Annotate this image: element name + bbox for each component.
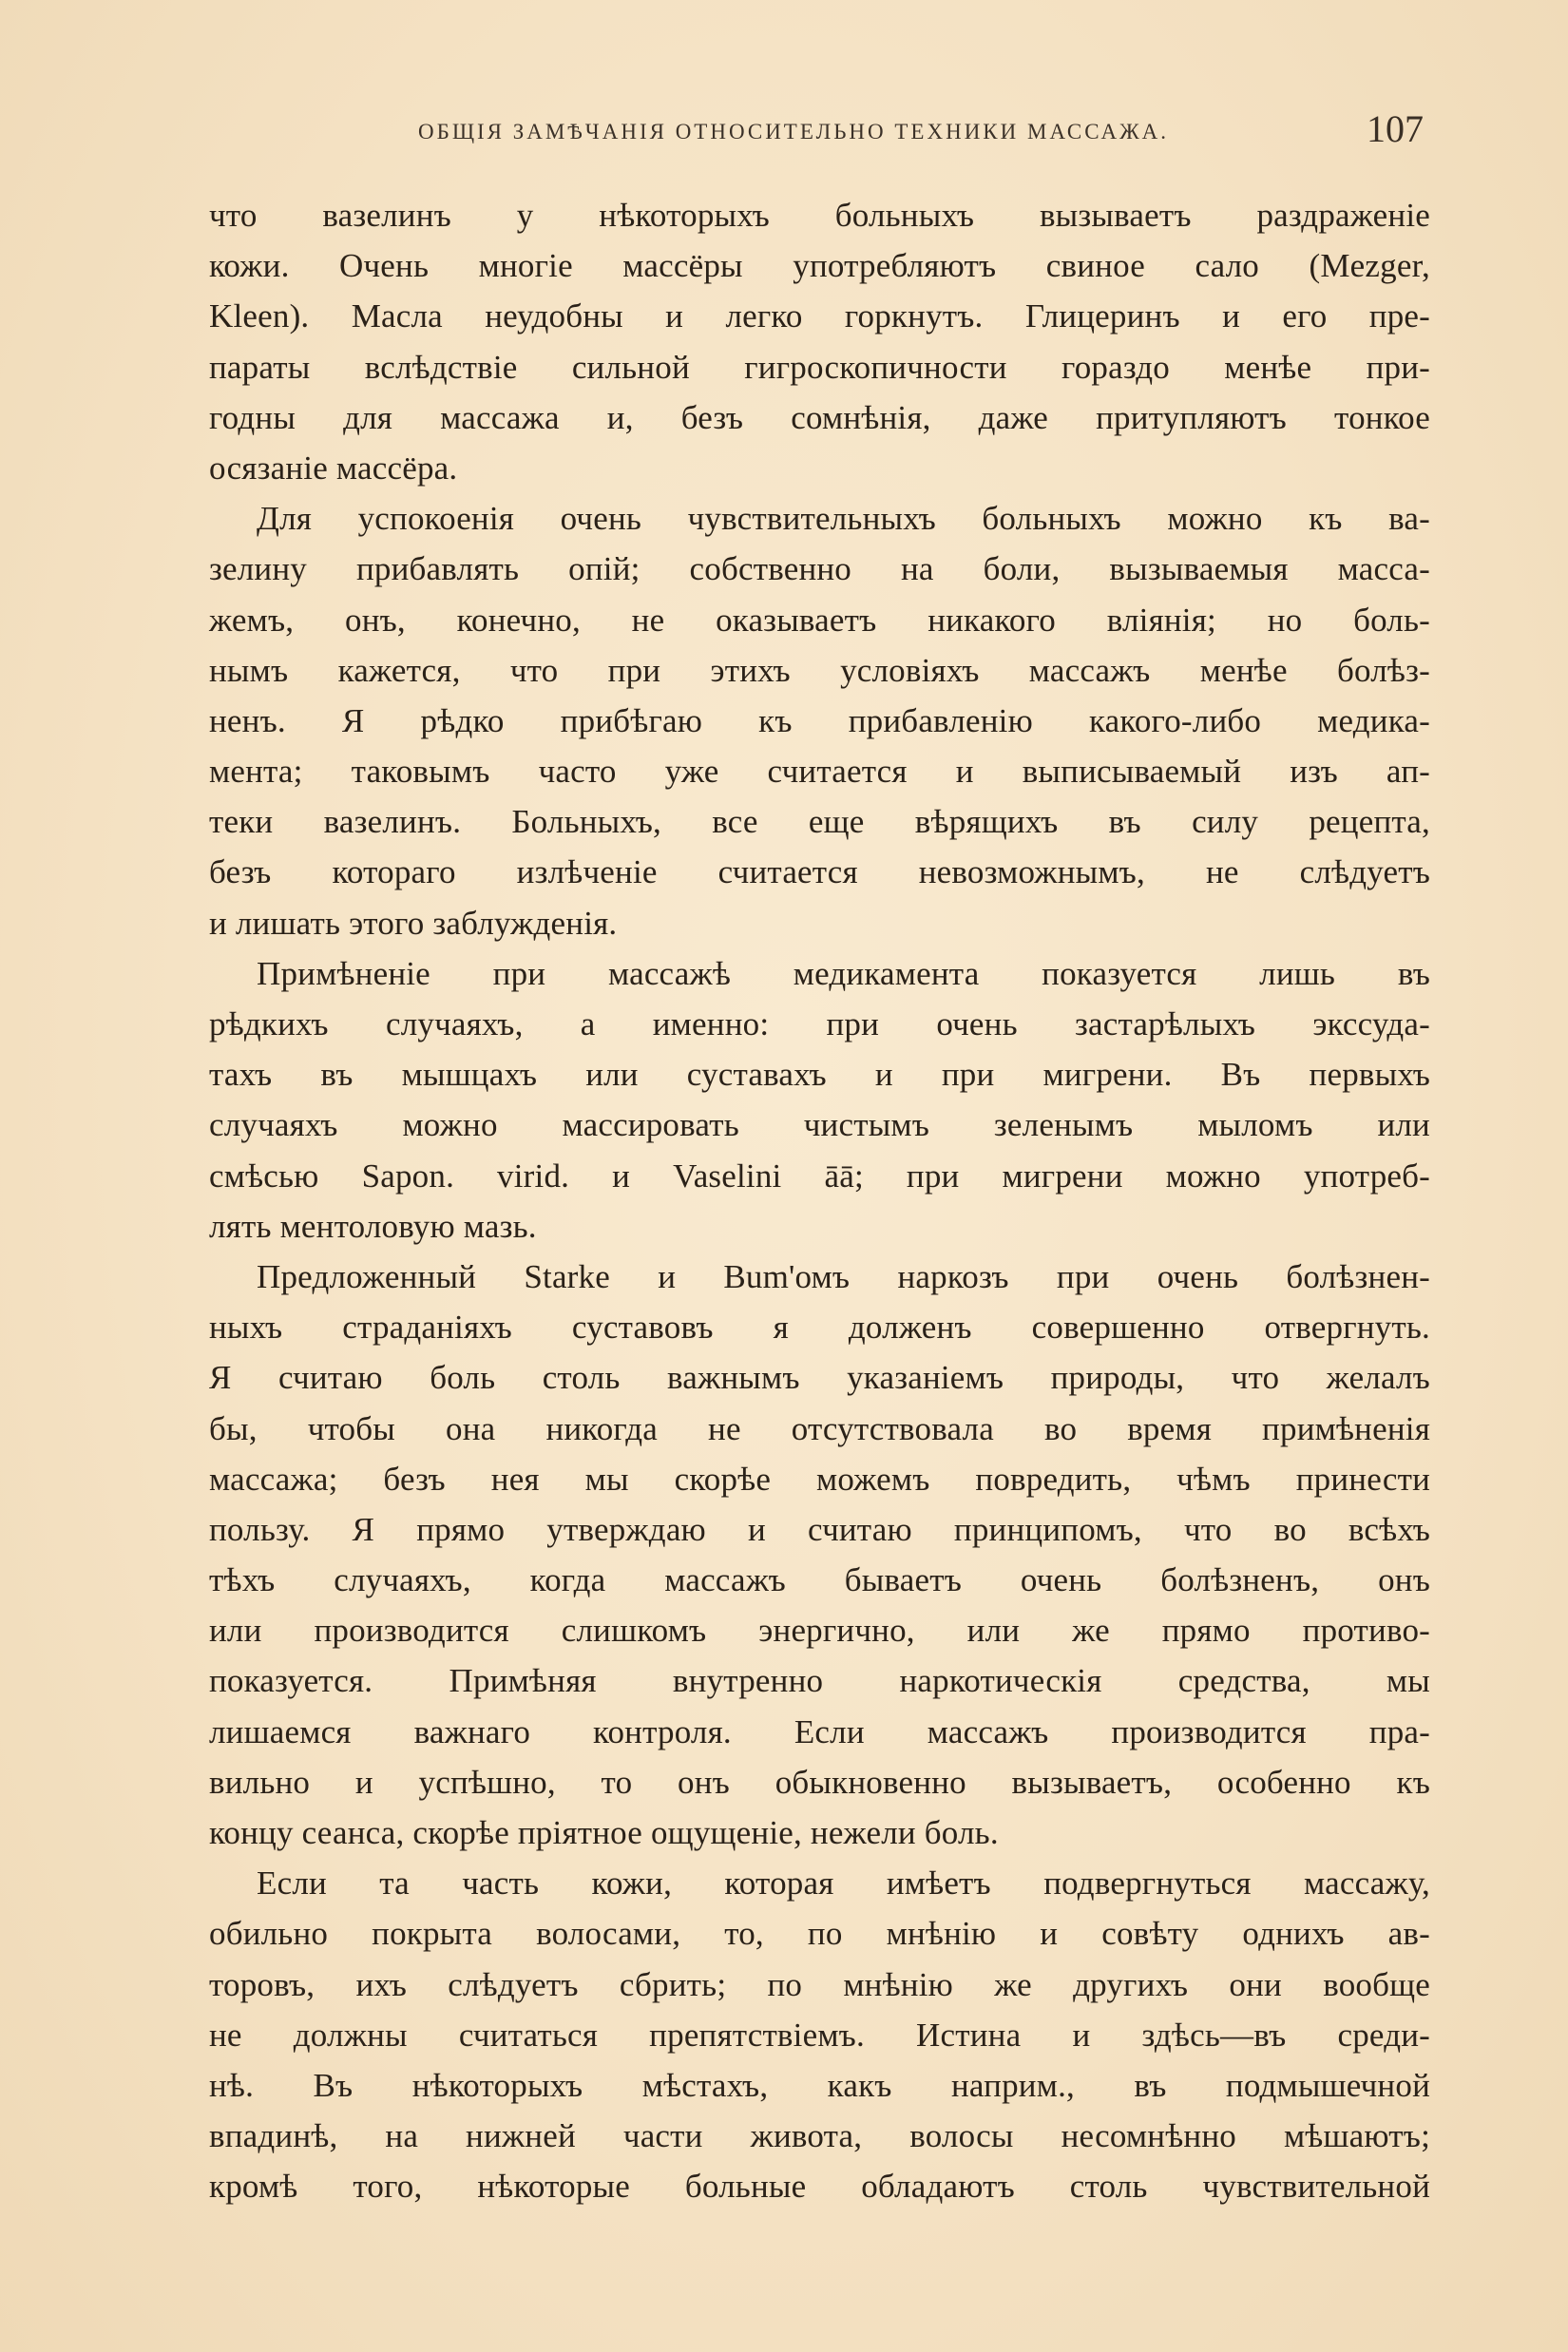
text-line: вильно и успѣшно, то онъ обыкновенно вызываетъ, особенно къ [209, 1763, 1430, 1801]
text-line: массажа; безъ нея мы скорѣе можемъ повредить, чѣмъ принести [209, 1460, 1430, 1498]
text-line: мента; таковымъ часто уже считается и выписываемый изъ ап- [209, 753, 1430, 791]
text-line: Если та часть кожи, которая имѣетъ подвергнуться массажу, [257, 1864, 1430, 1903]
text-line: тѣхъ случаяхъ, когда массажъ бываетъ очень болѣзненъ, онъ [209, 1561, 1430, 1599]
text-line: Примѣненіе при массажѣ медикамента показуется лишь въ [257, 954, 1430, 992]
text-line: Kleen). Масла неудобны и легко горкнутъ. Глицеринъ и его пре- [209, 297, 1430, 335]
text-line: что вазелинъ у нѣкоторыхъ больныхъ вызываетъ раздраженіе [209, 197, 1430, 234]
text-line: пользу. Я прямо утверждаю и считаю принципомъ, что во всѣхъ [209, 1510, 1430, 1548]
text-line: безъ котораго излѣченіе считается невозможнымъ, не слѣдуетъ [209, 853, 1430, 891]
page-number: 107 [1367, 107, 1424, 150]
text-line: кромѣ того, нѣкоторые больные обладаютъ столь чувствительной [209, 2168, 1430, 2206]
text-line: жемъ, онъ, конечно, не оказываетъ никакого вліянія; но боль- [209, 601, 1430, 639]
text-line: ненъ. Я рѣдко прибѣгаю къ прибавленію какого-либо медика- [209, 701, 1430, 739]
text-line: тахъ въ мышцахъ или суставахъ и при мигрени. Въ первыхъ [209, 1056, 1430, 1094]
text-line: не должны считаться препятствіемъ. Истина и здѣсь—въ среди- [209, 2016, 1430, 2054]
text-line: лять ментоловую мазь. [209, 1207, 537, 1245]
text-line: торовъ, ихъ слѣдуетъ сбрить; по мнѣнію же другихъ они вообще [209, 1965, 1430, 2003]
text-line: параты вслѣдствіе сильной гигроскопичности гораздо менѣе при- [209, 348, 1430, 386]
running-head [0, 106, 1568, 163]
text-line: кожи. Очень многіе массёры употребляютъ свиное сало (Mezger, [209, 247, 1430, 285]
text-line: нѣ. Въ нѣкоторыхъ мѣстахъ, какъ наприм., въ подмышечной [209, 2066, 1430, 2104]
text-line: Предложенный Starke и Bum'омъ наркозъ при очень болѣзнен- [257, 1257, 1430, 1295]
text-line: Для успокоенія очень чувствительныхъ больныхъ можно къ ва- [257, 500, 1430, 538]
text-line: и лишать этого заблужденія. [209, 904, 618, 942]
text-line: лишаемся важнаго контроля. Если массажъ производится пра- [209, 1712, 1430, 1750]
text-line: рѣдкихъ случаяхъ, а именно: при очень застарѣлыхъ экссуда- [209, 1005, 1430, 1042]
text-line: зелину прибавлять опій; собственно на боли, вызываемыя масса- [209, 550, 1430, 588]
text-line: впадинѣ, на нижней части живота, волосы несомнѣнно мѣшаютъ; [209, 2117, 1430, 2155]
text-line: бы, чтобы она никогда не отсутствовала во время примѣненія [209, 1409, 1430, 1447]
text-line: осязаніе массёра. [209, 449, 458, 487]
text-line: ныхъ страданіяхъ суставовъ я долженъ совершенно отвергнуть. [209, 1309, 1430, 1347]
text-line: теки вазелинъ. Больныхъ, все еще вѣрящихъ въ силу рецепта, [209, 803, 1430, 841]
text-line: годны для массажа и, безъ сомнѣнія, даже притупляютъ тонкое [209, 398, 1430, 436]
text-line: или производится слишкомъ энергично, или же прямо противо- [209, 1612, 1430, 1650]
text-line: Я считаю боль столь важнымъ указаніемъ природы, что желалъ [209, 1359, 1430, 1397]
text-line: обильно покрыта волосами, то, по мнѣнію и совѣту однихъ ав- [209, 1915, 1430, 1953]
text-line: показуется. Примѣняя внутренно наркотическія средства, мы [209, 1662, 1430, 1700]
text-line: нымъ кажется, что при этихъ условіяхъ массажъ менѣе болѣз- [209, 651, 1430, 689]
running-title: ОБЩІЯ ЗАМѢЧАНІЯ ОТНОСИТЕЛЬНО ТЕХНИКИ МАССАЖА. [418, 120, 1170, 143]
text-line: случаяхъ можно массировать чистымъ зеленымъ мыломъ или [209, 1106, 1430, 1144]
body-text [209, 190, 1430, 2212]
text-line: смѣсью Sapon. virid. и Vaselini āā; при мигрени можно употреб- [209, 1157, 1430, 1195]
text-line: концу сеанса, скорѣе пріятное ощущеніе, нежели боль. [209, 1814, 999, 1851]
